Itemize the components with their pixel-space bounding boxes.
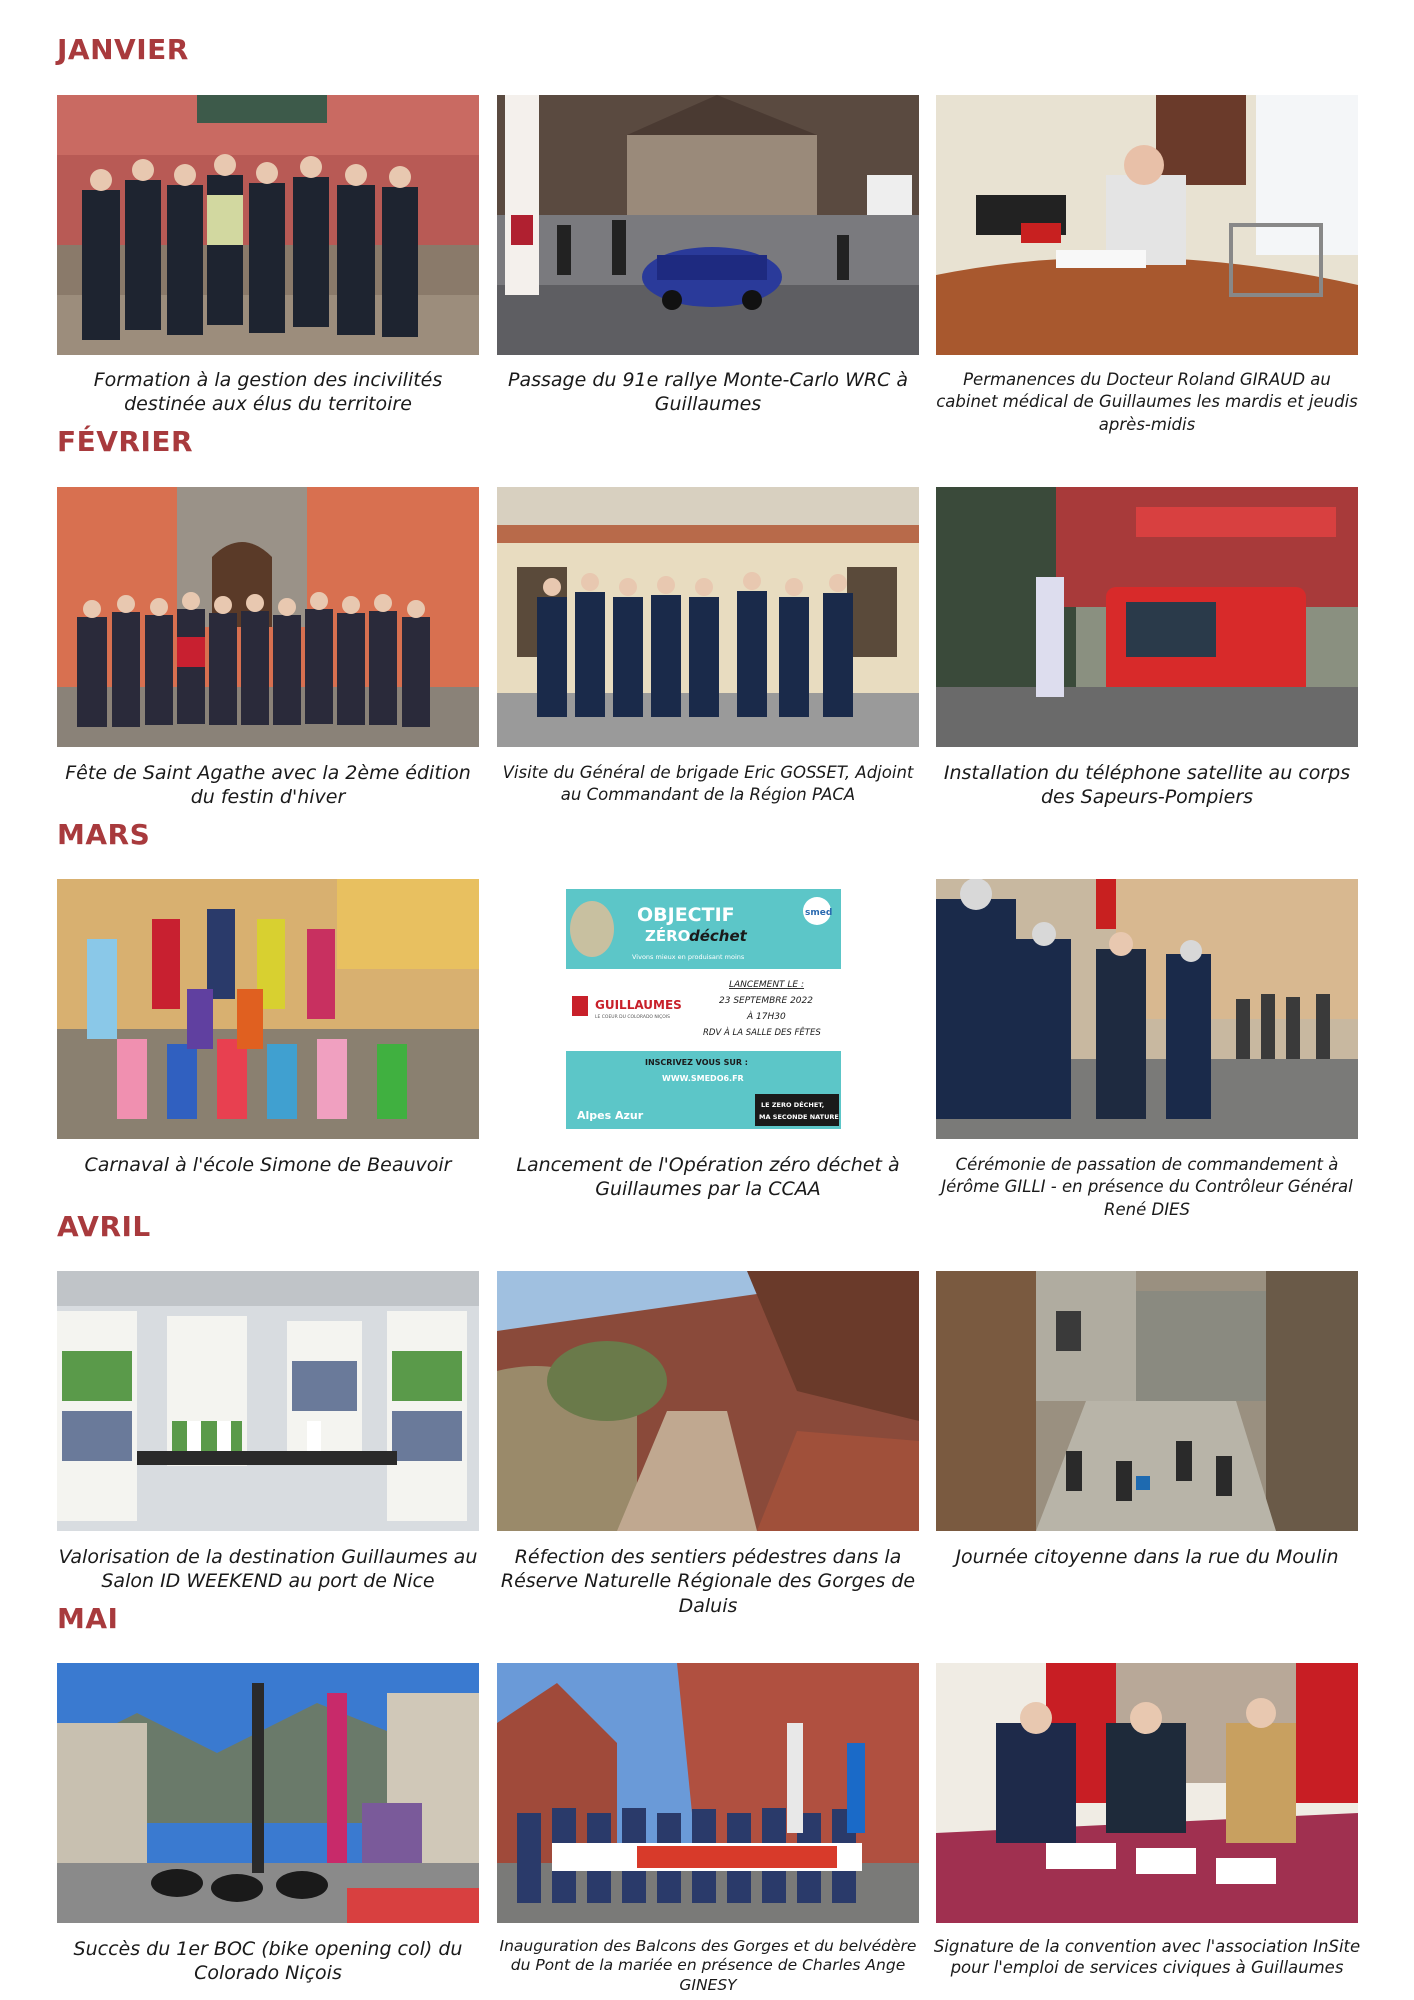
caption-mars-1: Carnaval à l'école Simone de Beauvoir [84, 1154, 452, 1176]
month-heading-fevrier: FÉVRIER [57, 425, 194, 458]
caption-avril-1: Valorisation de la destination Guillaumes au Salon ID WEEKEND au port de Nice [58, 1546, 478, 1593]
photo-saint-agathe [57, 487, 479, 747]
month-heading-janvier: JANVIER [57, 33, 189, 66]
poster-signup-1: INSCRIVEZ VOUS SUR : [645, 1058, 748, 1067]
caption-janvier-1: Formation à la gestion des incivilités destinée aux élus du territoire [93, 369, 443, 416]
caption-janvier-2: Passage du 91e rallye Monte-Carlo WRC à Guillaumes [507, 369, 909, 416]
poster-signup-2: WWW.SMEDO6.FR [662, 1074, 744, 1083]
poster-tagline: Vivons mieux en produisant moins [632, 953, 745, 961]
poster-title-1: OBJECTIF [637, 904, 735, 926]
photo-journee-citoyenne [936, 1271, 1358, 1531]
photo-telephone-satellite [936, 487, 1358, 747]
photo-inauguration-balcons-gorges [497, 1663, 919, 1923]
caption-fevrier-2: Visite du Général de brigade Eric GOSSET, Adjoint au Commandant de la Région PACA [502, 763, 914, 805]
photo-signature-convention-insite [936, 1663, 1358, 1923]
caption-mars-3: Cérémonie de passation de commandement à Jérôme GILLI - en présence du Contrôleur Général René DIES [941, 1155, 1353, 1219]
poster-footer-logo: Alpes Azur [577, 1109, 644, 1122]
poster-title-2: ZÉRO [645, 927, 691, 945]
caption-mars-2: Lancement de l'Opération zéro déchet à Guillaumes par la CCAA [516, 1154, 900, 1201]
photo-salon-id-weekend [57, 1271, 479, 1531]
photo-docteur-giraud [936, 95, 1358, 355]
caption-janvier-3: Permanences du Docteur Roland GIRAUD au cabinet médical de Guillaumes les mardis et jeudis après-midis [936, 370, 1358, 434]
poster-objectif-zero-dechet [497, 879, 919, 1139]
caption-mai-1: Succès du 1er BOC (bike opening col) du Colorado Niçois [73, 1938, 463, 1985]
caption-fevrier-3: Installation du téléphone satellite au corps des Sapeurs-Pompiers [943, 762, 1351, 809]
photo-rallye-monte-carlo [497, 95, 919, 355]
poster-launch-4: RDV À LA SALLE DES FÊTES [703, 1028, 821, 1038]
photo-sentiers-gorges-daluis [497, 1271, 919, 1531]
photo-bike-opening-col [57, 1663, 479, 1923]
caption-mai-3: Signature de la convention avec l'association InSite pour l'emploi de services civiques à Guillaumes [933, 1937, 1361, 1977]
photo-incivilites-training [57, 95, 479, 355]
caption-fevrier-1: Fête de Saint Agathe avec la 2ème édition du festin d'hiver [65, 762, 471, 809]
poster-title-3: déchet [689, 927, 747, 945]
photo-passation-commandement [936, 879, 1358, 1139]
month-heading-avril: AVRIL [57, 1210, 151, 1243]
caption-avril-3: Journée citoyenne dans la rue du Moulin [955, 1546, 1339, 1568]
poster-footer-1: LE ZERO DÉCHET, [761, 1101, 825, 1109]
poster-brand-sub: LE COEUR DU COLORADO NIÇOIS [595, 1015, 670, 1020]
month-heading-mai: MAI [57, 1602, 119, 1635]
poster-launch-1: LANCEMENT LE : [729, 980, 805, 990]
caption-mai-2: Inauguration des Balcons des Gorges et du belvédère du Pont de la mariée en présence de Charles Ange GINESY [499, 1937, 917, 1994]
caption-avril-2: Réfection des sentiers pédestres dans la Réserve Naturelle Régionale des Gorges de Daluis [500, 1546, 916, 1617]
poster-launch-2: 23 SEPTEMBRE 2022 [719, 996, 813, 1006]
poster-footer-2: MA SECONDE NATURE [759, 1113, 839, 1121]
poster-smed-badge: smed [805, 908, 833, 918]
month-heading-mars: MARS [57, 818, 151, 851]
poster-brand: GUILLAUMES [595, 998, 682, 1012]
poster-launch-3: À 17H30 [747, 1012, 786, 1022]
photo-carnaval [57, 879, 479, 1139]
photo-general-gosset [497, 487, 919, 747]
